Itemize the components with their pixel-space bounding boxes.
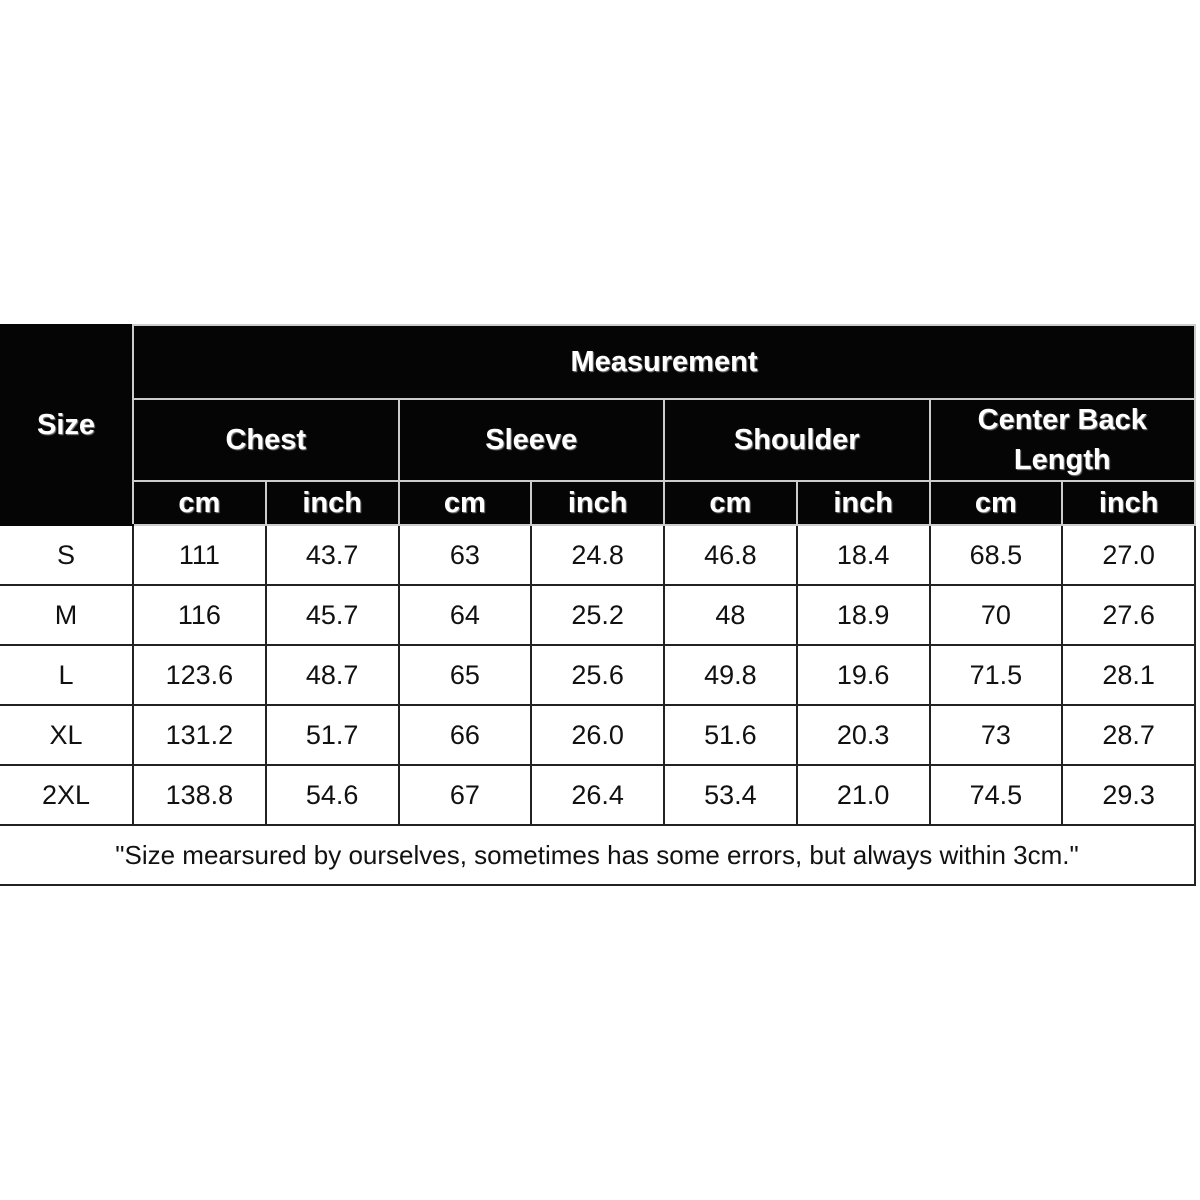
value-cell: 49.8 [664, 645, 797, 705]
value-cell: 54.6 [266, 765, 399, 825]
value-cell: 26.0 [531, 705, 664, 765]
table-row [0, 765, 1195, 825]
value-cell: 45.7 [266, 585, 399, 645]
value-cell: 138.8 [133, 765, 266, 825]
value-cell: 123.6 [133, 645, 266, 705]
value-cell: 71.5 [930, 645, 1063, 705]
value-cell: 25.6 [531, 645, 664, 705]
value-cell: 27.0 [1062, 525, 1195, 585]
group-header: Shoulder [664, 399, 930, 481]
size-header: Size [0, 325, 133, 525]
value-cell: 18.9 [797, 585, 930, 645]
footnote: "Size mearsured by ourselves, sometimes has some errors, but always within 3cm." [0, 825, 1195, 885]
size-chart-table [0, 324, 1196, 886]
value-cell: 48.7 [266, 645, 399, 705]
unit-header: cm [133, 481, 266, 525]
value-cell: 116 [133, 585, 266, 645]
group-header: Sleeve [399, 399, 665, 481]
value-cell: 131.2 [133, 705, 266, 765]
table-row [0, 525, 1195, 585]
value-cell: 28.7 [1062, 705, 1195, 765]
size-cell: M [0, 585, 133, 645]
value-cell: 67 [399, 765, 532, 825]
table-row [0, 705, 1195, 765]
value-cell: 53.4 [664, 765, 797, 825]
table-row [0, 645, 1195, 705]
value-cell: 28.1 [1062, 645, 1195, 705]
value-cell: 21.0 [797, 765, 930, 825]
value-cell: 20.3 [797, 705, 930, 765]
value-cell: 63 [399, 525, 532, 585]
value-cell: 111 [133, 525, 266, 585]
unit-header: inch [797, 481, 930, 525]
value-cell: 25.2 [531, 585, 664, 645]
size-cell: L [0, 645, 133, 705]
value-cell: 64 [399, 585, 532, 645]
size-cell: XL [0, 705, 133, 765]
value-cell: 70 [930, 585, 1063, 645]
unit-header: cm [664, 481, 797, 525]
value-cell: 29.3 [1062, 765, 1195, 825]
value-cell: 19.6 [797, 645, 930, 705]
group-header: Chest [133, 399, 399, 481]
value-cell: 18.4 [797, 525, 930, 585]
unit-header: cm [930, 481, 1063, 525]
value-cell: 27.6 [1062, 585, 1195, 645]
unit-header: inch [1062, 481, 1195, 525]
unit-header: inch [531, 481, 664, 525]
value-cell: 48 [664, 585, 797, 645]
table-row [0, 585, 1195, 645]
value-cell: 74.5 [930, 765, 1063, 825]
value-cell: 26.4 [531, 765, 664, 825]
value-cell: 46.8 [664, 525, 797, 585]
measurement-header: Measurement [133, 325, 1195, 399]
value-cell: 51.7 [266, 705, 399, 765]
value-cell: 66 [399, 705, 532, 765]
value-cell: 51.6 [664, 705, 797, 765]
value-cell: 24.8 [531, 525, 664, 585]
size-cell: 2XL [0, 765, 133, 825]
size-cell: S [0, 525, 133, 585]
value-cell: 68.5 [930, 525, 1063, 585]
unit-header: cm [399, 481, 532, 525]
unit-header: inch [266, 481, 399, 525]
group-header: Center Back Length [930, 399, 1196, 481]
value-cell: 73 [930, 705, 1063, 765]
value-cell: 65 [399, 645, 532, 705]
value-cell: 43.7 [266, 525, 399, 585]
